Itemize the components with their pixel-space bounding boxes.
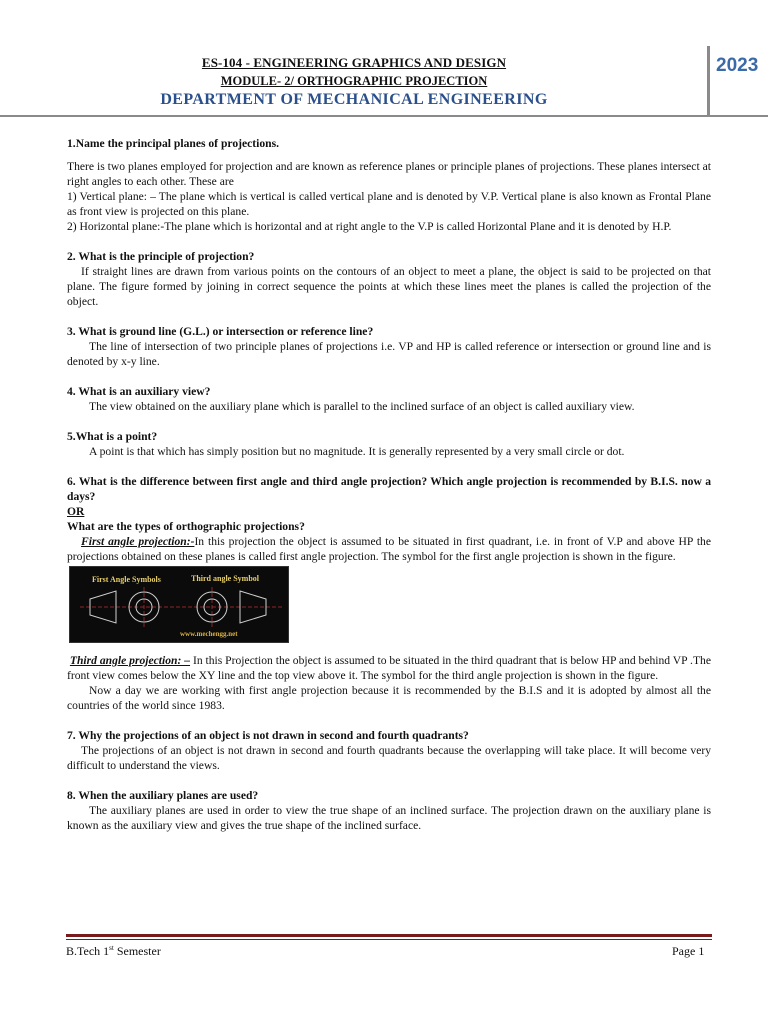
figure-watermark: www.mechengg.net — [180, 630, 238, 638]
answer-1-horizontal-plane: 2) Horizontal plane:-The plane which is horizontal and at right angle to the V.P is called Horizontal Plane and it is denoted by H.P. — [67, 220, 672, 233]
footer-semester — [66, 944, 161, 959]
third-angle-paragraph — [67, 653, 711, 683]
answer-5: A point is that which has simply position but no magnitude. It is generally represented by a very small circle or dot. — [89, 445, 625, 458]
third-angle-text: In this Projection the object is assumed to be situated in the third quadrant that is below HP and behind VP .The front view comes below the XY line and the top view above it. The symbol for the third angle projection is shown in the figure. — [67, 654, 711, 682]
answer-1-vertical-plane: 1) Vertical plane: – The plane which is vertical is called vertical plane and is denoted by V.P. Vertical plane is also known as Frontal Plane as front view is projected on this plane. — [67, 190, 711, 218]
year-label: 2023 — [716, 55, 759, 76]
footer-rule-thin — [66, 939, 712, 940]
answer-7: The projections of an object is not drawn in second and fourth quadrants because the overlapping will take place. It will become very difficult to understand the views. — [67, 744, 711, 772]
question-5: 5.What is a point? — [67, 430, 158, 443]
question-1: 1.Name the principal planes of projections. — [67, 137, 280, 150]
bis-paragraph: Now a day we are working with first angle projection because it is recommended by the B.I.S and it is adopted by almost all the countries of the world since 1983. — [67, 684, 711, 712]
first-angle-label: First angle projection:- — [81, 535, 195, 548]
header-divider — [707, 46, 710, 116]
answer-2: If straight lines are drawn from various points on the contours of an object to meet a plane, the object is said to be projected on that plane. The figure formed by joining in correct sequence the points at which these lines meet the planes is called the projection of the object. — [67, 265, 711, 308]
question-8: 8. When the auxiliary planes are used? — [67, 789, 259, 802]
projection-symbols-figure — [69, 566, 289, 643]
third-angle-label: Third angle projection: – — [69, 654, 191, 667]
course-title: ES-104 - ENGINEERING GRAPHICS AND DESIGN — [201, 55, 507, 70]
answer-1-intro: There is two planes employed for projection and are known as reference planes or principle planes of projections. These planes intersect at right angles to each other. These are — [67, 160, 711, 188]
or-label: OR — [67, 505, 85, 518]
first-angle-paragraph — [67, 534, 711, 564]
semester-prefix: B.Tech 1 — [66, 944, 110, 958]
answer-4: The view obtained on the auxiliary plane which is parallel to the inclined surface of an object is called auxiliary view. — [89, 400, 635, 413]
answer-3: The line of intersection of two principle planes of projections i.e. VP and HP is called reference or intersection or ground line and is denoted by x-y line. — [67, 340, 711, 368]
third-angle-symbol-label: Third angle Symbol — [191, 574, 260, 583]
projection-symbols-drawing — [70, 567, 288, 642]
question-2: 2. What is the principle of projection? — [67, 250, 255, 263]
question-6-alt: What are the types of orthographic projections? — [67, 520, 305, 533]
department-title: DEPARTMENT OF MECHANICAL ENGINEERING — [160, 91, 548, 108]
answer-8: The auxiliary planes are used in order to view the true shape of an inclined surface. The projection drawn on the auxiliary plane is known as the auxiliary view and gives the true shape of the inclined surface. — [67, 804, 711, 832]
semester-suffix: Semester — [113, 944, 161, 958]
question-4: 4. What is an auxiliary view? — [67, 385, 211, 398]
footer-page-number: Page 1 — [672, 944, 705, 958]
question-3: 3. What is ground line (G.L.) or intersection or reference line? — [67, 325, 374, 338]
document-body — [67, 136, 711, 833]
first-angle-text: In this projection the object is assumed to be situated in first quadrant, i.e. in front of V.P and above HP the projections obtained on these planes is called first angle projection. The symbol for the first angle projection is shown in the figure. — [67, 535, 711, 563]
question-6: 6. What is the difference between first angle and third angle projection? Which angle projection is recommended by B.I.S. now a days? — [67, 475, 711, 503]
page-header — [0, 0, 768, 118]
header-rule — [0, 115, 768, 117]
semester-sup: st — [109, 944, 114, 952]
footer-rule-thick — [66, 934, 712, 937]
first-angle-symbol-label: First Angle Symbols — [92, 575, 161, 584]
module-title: MODULE- 2/ ORTHOGRAPHIC PROJECTION — [220, 74, 488, 88]
question-7: 7. Why the projections of an object is not drawn in second and fourth quadrants? — [67, 729, 469, 742]
